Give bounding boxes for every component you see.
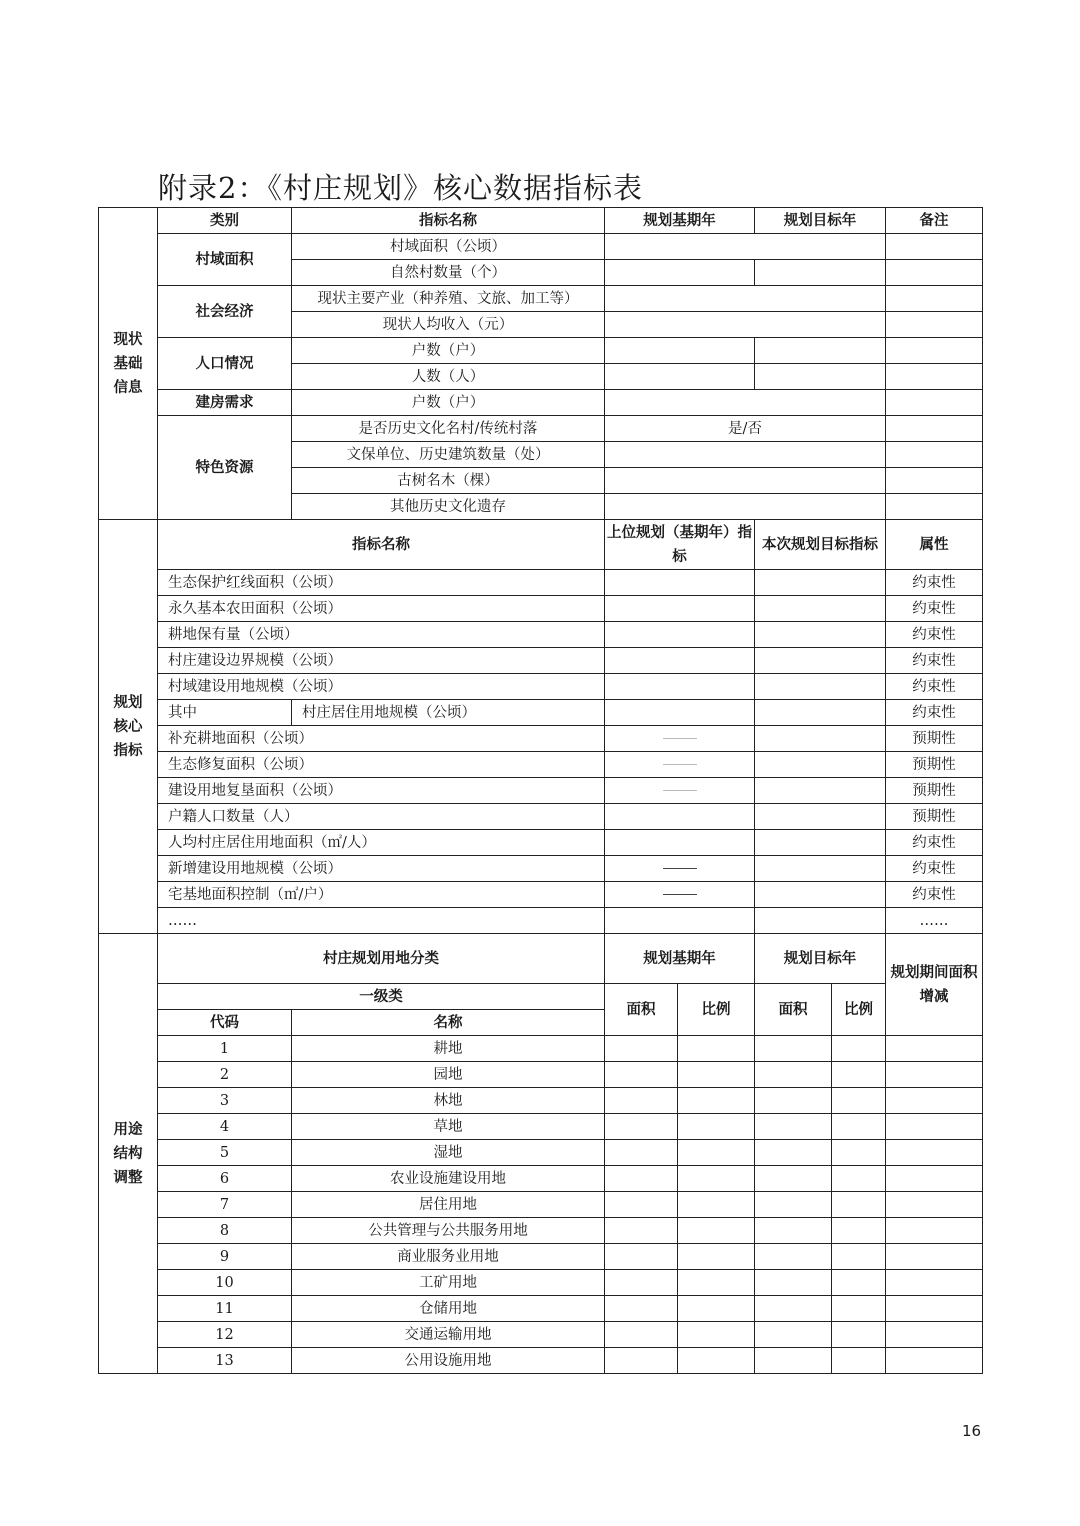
value-cell (755, 804, 886, 830)
attribute-cell: …… (886, 908, 983, 934)
indicator-cell: 现状主要产业（种养殖、文旅、加工等） (292, 286, 605, 312)
value-cell (755, 726, 886, 752)
table-row (99, 1348, 983, 1374)
value-cell (755, 1088, 832, 1114)
value-cell (832, 1114, 886, 1140)
code-cell: 2 (158, 1062, 292, 1088)
value-cell (755, 1114, 832, 1140)
header-classification: 村庄规划用地分类 (158, 934, 605, 984)
value-cell (605, 286, 886, 312)
value-cell (605, 1192, 678, 1218)
value-cell (605, 778, 755, 804)
value-cell (832, 1218, 886, 1244)
code-cell: 9 (158, 1244, 292, 1270)
indicator-cell: 人数（人） (292, 364, 605, 390)
value-cell (755, 1296, 832, 1322)
table-row (99, 286, 983, 312)
header-ratio: 比例 (678, 984, 755, 1036)
name-cell: 商业服务业用地 (292, 1244, 605, 1270)
value-cell (755, 1166, 832, 1192)
table-row (99, 648, 983, 674)
attribute-cell: 约束性 (886, 700, 983, 726)
table-row (99, 1166, 983, 1192)
value-cell (832, 1062, 886, 1088)
value-cell (755, 752, 886, 778)
value-cell (755, 700, 886, 726)
table-row (99, 1218, 983, 1244)
header-category: 类别 (158, 208, 292, 234)
value-cell (755, 260, 886, 286)
value-cell (605, 830, 755, 856)
value-cell (886, 1114, 983, 1140)
value-cell (605, 1244, 678, 1270)
indicator-cell: 建设用地复垦面积（公顷） (158, 778, 605, 804)
category-cell: 村域面积 (158, 234, 292, 286)
header-indicator: 指标名称 (292, 208, 605, 234)
value-cell (678, 1322, 755, 1348)
value-cell (755, 1218, 832, 1244)
value-cell (605, 1088, 678, 1114)
value-cell (605, 312, 886, 338)
indicator-cell: 补充耕地面积（公顷） (158, 726, 605, 752)
value-cell (755, 1270, 832, 1296)
remark-cell (886, 364, 983, 390)
name-cell: 草地 (292, 1114, 605, 1140)
value-cell (605, 856, 755, 882)
sec2-header-row (99, 520, 983, 570)
value-cell (605, 596, 755, 622)
value-cell (678, 1166, 755, 1192)
indicator-cell: 是否历史文化名村/传统村落 (292, 416, 605, 442)
value-cell (605, 674, 755, 700)
header-remark: 备注 (886, 208, 983, 234)
value-cell (755, 364, 886, 390)
code-cell: 6 (158, 1166, 292, 1192)
header-base-year: 规划基期年 (605, 208, 755, 234)
category-cell: 建房需求 (158, 390, 292, 416)
value-cell (886, 1270, 983, 1296)
table-row (99, 1322, 983, 1348)
value-cell (755, 1140, 832, 1166)
remark-cell (886, 442, 983, 468)
table-row (99, 1114, 983, 1140)
remark-cell (886, 416, 983, 442)
value-cell (678, 1062, 755, 1088)
header-code: 代码 (158, 1010, 292, 1036)
indicator-cell: 村庄居住用地规模（公顷） (292, 700, 605, 726)
value-cell (605, 804, 755, 830)
table-row (99, 882, 983, 908)
value-cell (832, 1322, 886, 1348)
value-cell (832, 1166, 886, 1192)
name-cell: 公用设施用地 (292, 1348, 605, 1374)
value-cell (755, 856, 886, 882)
sec1-header-row (99, 208, 983, 234)
dash-mark (663, 868, 697, 869)
table-row (99, 622, 983, 648)
value-cell (755, 648, 886, 674)
header-base-year: 规划基期年 (605, 934, 755, 984)
indicator-cell: 耕地保有量（公顷） (158, 622, 605, 648)
code-cell: 1 (158, 1036, 292, 1062)
header-ratio: 比例 (832, 984, 886, 1036)
value-cell (755, 1036, 832, 1062)
value-cell (678, 1296, 755, 1322)
table-row (99, 1062, 983, 1088)
table-row (99, 1270, 983, 1296)
attribute-cell: 约束性 (886, 856, 983, 882)
value-cell (605, 908, 755, 934)
value-cell (605, 882, 755, 908)
value-cell (832, 1296, 886, 1322)
attribute-cell: 约束性 (886, 882, 983, 908)
name-cell: 农业设施建设用地 (292, 1166, 605, 1192)
header-target-year: 规划目标年 (755, 208, 886, 234)
header-level1: 一级类 (158, 984, 605, 1010)
value-cell (886, 1192, 983, 1218)
dash-mark (663, 738, 697, 739)
code-cell: 13 (158, 1348, 292, 1374)
indicator-cell: 村域面积（公顷） (292, 234, 605, 260)
indicator-cell: 其他历史文化遗存 (292, 494, 605, 520)
indicator-cell: 生态修复面积（公顷） (158, 752, 605, 778)
value-cell (605, 1322, 678, 1348)
value-cell (678, 1218, 755, 1244)
value-cell (832, 1192, 886, 1218)
remark-cell (886, 468, 983, 494)
indicator-cell: 永久基本农田面积（公顷） (158, 596, 605, 622)
section-label-status: 现状 基础 信息 (99, 208, 158, 520)
page-title: 附录2：《村庄规划》核心数据指标表 (158, 171, 643, 205)
dash-mark (663, 790, 697, 791)
value-cell (678, 1088, 755, 1114)
value-cell (605, 622, 755, 648)
code-cell: 10 (158, 1270, 292, 1296)
table-row (99, 1088, 983, 1114)
value-cell (886, 1218, 983, 1244)
indicator-cell: 村域建设用地规模（公顷） (158, 674, 605, 700)
value-cell (886, 1088, 983, 1114)
table-row (99, 416, 983, 442)
value-cell (755, 338, 886, 364)
value-cell (678, 1036, 755, 1062)
value-cell (605, 1348, 678, 1374)
value-cell (605, 752, 755, 778)
remark-cell (886, 286, 983, 312)
page-number: 16 (962, 1422, 982, 1440)
section-label-land-use: 用途 结构 调整 (99, 934, 158, 1374)
value-cell (886, 1296, 983, 1322)
remark-cell (886, 338, 983, 364)
indicator-cell: 新增建设用地规模（公顷） (158, 856, 605, 882)
value-cell (886, 1036, 983, 1062)
category-cell: 特色资源 (158, 416, 292, 520)
value-cell (605, 570, 755, 596)
value-cell (886, 1140, 983, 1166)
header-upper-plan: 上位规划（基期年）指标 (605, 520, 755, 570)
value-cell (605, 1296, 678, 1322)
table-row (99, 338, 983, 364)
value-cell (678, 1348, 755, 1374)
value-cell (832, 1270, 886, 1296)
table-row (99, 1244, 983, 1270)
value-cell (605, 1062, 678, 1088)
name-cell: 耕地 (292, 1036, 605, 1062)
sec3-subheader-row (99, 984, 983, 1010)
attribute-cell: 预期性 (886, 778, 983, 804)
attribute-cell: 预期性 (886, 804, 983, 830)
remark-cell (886, 494, 983, 520)
sec3-header-row (99, 934, 983, 984)
value-cell (605, 260, 755, 286)
indicator-cell: 自然村数量（个） (292, 260, 605, 286)
attribute-cell: 约束性 (886, 622, 983, 648)
value-cell (678, 1140, 755, 1166)
category-cell: 社会经济 (158, 286, 292, 338)
indicator-cell: 人均村庄居住用地面积（㎡/人） (158, 830, 605, 856)
name-cell: 林地 (292, 1088, 605, 1114)
value-cell (755, 1062, 832, 1088)
header-area: 面积 (605, 984, 678, 1036)
attribute-cell: 约束性 (886, 596, 983, 622)
table-row (99, 570, 983, 596)
table-row (99, 908, 983, 934)
table-row (99, 804, 983, 830)
attribute-cell: 预期性 (886, 726, 983, 752)
code-cell: 11 (158, 1296, 292, 1322)
name-cell: 湿地 (292, 1140, 605, 1166)
value-cell (886, 1348, 983, 1374)
value-cell (605, 1114, 678, 1140)
value-cell (605, 442, 886, 468)
value-cell (755, 882, 886, 908)
value-cell (755, 596, 886, 622)
indicator-cell: 户数（户） (292, 390, 605, 416)
value-cell (605, 468, 886, 494)
attribute-cell: 预期性 (886, 752, 983, 778)
table-row (99, 1140, 983, 1166)
value-cell (755, 1192, 832, 1218)
value-cell: 是/否 (605, 416, 886, 442)
header-this-plan: 本次规划目标指标 (755, 520, 886, 570)
value-cell (832, 1036, 886, 1062)
value-cell (605, 338, 755, 364)
code-cell: 8 (158, 1218, 292, 1244)
indicator-cell: 古树名木（棵） (292, 468, 605, 494)
value-cell (755, 1322, 832, 1348)
attribute-cell: 约束性 (886, 674, 983, 700)
code-cell: 12 (158, 1322, 292, 1348)
indicator-cell: 户数（户） (292, 338, 605, 364)
indicator-table (98, 207, 983, 1374)
value-cell (755, 1244, 832, 1270)
indicator-cell: 文保单位、历史建筑数量（处） (292, 442, 605, 468)
value-cell (832, 1244, 886, 1270)
indicator-cell: 宅基地面积控制（㎡/户） (158, 882, 605, 908)
value-cell (605, 648, 755, 674)
remark-cell (886, 260, 983, 286)
table-row (99, 390, 983, 416)
indicator-cell: 户籍人口数量（人） (158, 804, 605, 830)
table-row (99, 778, 983, 804)
value-cell (832, 1348, 886, 1374)
table-row (99, 234, 983, 260)
header-name: 名称 (292, 1010, 605, 1036)
value-cell (605, 700, 755, 726)
header-indicator: 指标名称 (158, 520, 605, 570)
header-area: 面积 (755, 984, 832, 1036)
indicator-cell: 现状人均收入（元） (292, 312, 605, 338)
name-cell: 园地 (292, 1062, 605, 1088)
value-cell (832, 1140, 886, 1166)
value-cell (605, 1140, 678, 1166)
value-cell (886, 1062, 983, 1088)
name-cell: 交通运输用地 (292, 1322, 605, 1348)
value-cell (605, 390, 886, 416)
indicator-cell: …… (158, 908, 605, 934)
indicator-cell: 村庄建设边界规模（公顷） (158, 648, 605, 674)
table-row (99, 596, 983, 622)
code-cell: 4 (158, 1114, 292, 1140)
dash-mark (663, 894, 697, 895)
value-cell (605, 234, 886, 260)
value-cell (678, 1192, 755, 1218)
code-cell: 3 (158, 1088, 292, 1114)
attribute-cell: 约束性 (886, 570, 983, 596)
dash-mark (663, 764, 697, 765)
attribute-cell: 约束性 (886, 830, 983, 856)
value-cell (605, 726, 755, 752)
table-row (99, 1296, 983, 1322)
value-cell (832, 1088, 886, 1114)
value-cell (605, 364, 755, 390)
value-cell (678, 1244, 755, 1270)
value-cell (605, 1036, 678, 1062)
value-cell (605, 1166, 678, 1192)
header-attribute: 属性 (886, 520, 983, 570)
value-cell (755, 1348, 832, 1374)
value-cell (605, 1270, 678, 1296)
remark-cell (886, 234, 983, 260)
value-cell (755, 830, 886, 856)
remark-cell (886, 312, 983, 338)
value-cell (886, 1322, 983, 1348)
table-row (99, 830, 983, 856)
value-cell (678, 1114, 755, 1140)
value-cell (886, 1244, 983, 1270)
value-cell (755, 908, 886, 934)
value-cell (755, 778, 886, 804)
value-cell (678, 1270, 755, 1296)
name-cell: 居住用地 (292, 1192, 605, 1218)
value-cell (886, 1166, 983, 1192)
name-cell: 工矿用地 (292, 1270, 605, 1296)
header-change: 规划期间面积增减 (886, 934, 983, 1036)
table-row (99, 700, 983, 726)
value-cell (755, 622, 886, 648)
value-cell (605, 494, 886, 520)
header-target-year: 规划目标年 (755, 934, 886, 984)
table-row (99, 856, 983, 882)
attribute-cell: 约束性 (886, 648, 983, 674)
prefix-cell: 其中 (158, 700, 292, 726)
code-cell: 7 (158, 1192, 292, 1218)
value-cell (755, 570, 886, 596)
name-cell: 仓储用地 (292, 1296, 605, 1322)
value-cell (605, 1218, 678, 1244)
table-row (99, 1036, 983, 1062)
table-row (99, 752, 983, 778)
table-row (99, 726, 983, 752)
category-cell: 人口情况 (158, 338, 292, 390)
table-row (99, 1192, 983, 1218)
remark-cell (886, 390, 983, 416)
section-label-core: 规划 核心 指标 (99, 520, 158, 934)
indicator-cell: 生态保护红线面积（公顷） (158, 570, 605, 596)
table-row (99, 674, 983, 700)
code-cell: 5 (158, 1140, 292, 1166)
value-cell (755, 674, 886, 700)
name-cell: 公共管理与公共服务用地 (292, 1218, 605, 1244)
